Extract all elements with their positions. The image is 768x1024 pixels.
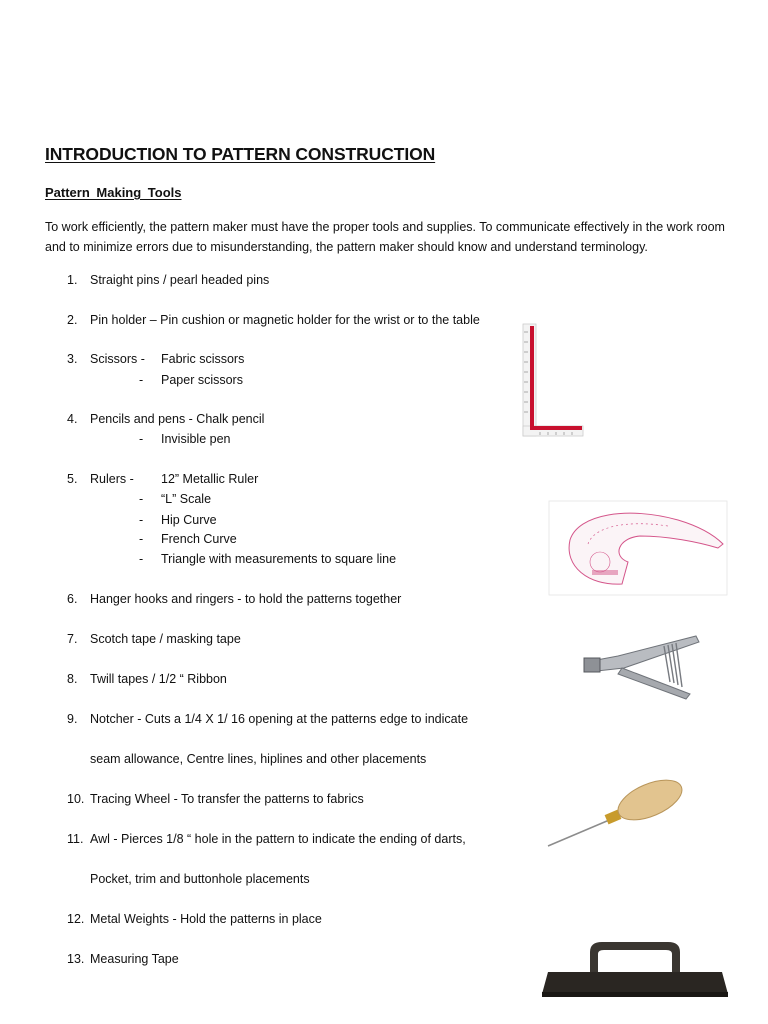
- sub-item: Hip Curve: [161, 513, 217, 527]
- l-scale-ruler-image: [520, 322, 586, 440]
- list-number: 13.: [67, 952, 85, 966]
- sub-dash: -: [139, 373, 144, 387]
- list-item-continuation: Pocket, trim and buttonhole placements: [90, 872, 310, 886]
- sub-dash: -: [139, 432, 144, 446]
- sub-item: Fabric scissors: [161, 352, 245, 366]
- list-item: Measuring Tape: [90, 952, 179, 966]
- notcher-image: [578, 628, 704, 704]
- list-number: 11.: [67, 832, 84, 846]
- list-number: 2.: [67, 313, 78, 327]
- list-item: Pencils and pens - Chalk pencil: [90, 412, 265, 426]
- sub-item: “L” Scale: [161, 492, 212, 506]
- list-number: 7.: [67, 632, 78, 646]
- list-number: 4.: [67, 412, 78, 426]
- list-number: 1.: [67, 273, 78, 287]
- list-item: Scissors -: [90, 352, 145, 366]
- sub-dash: -: [139, 492, 144, 506]
- list-item: Scotch tape / masking tape: [90, 632, 241, 646]
- section-heading: Pattern Making Tools: [45, 185, 182, 200]
- list-item: Notcher - Cuts a 1/4 X 1/ 16 opening at the patterns edge to indicate: [90, 712, 469, 726]
- sub-item: 12” Metallic Ruler: [161, 472, 259, 486]
- list-item: Pin holder – Pin cushion or magnetic holder for the wrist or to the table: [90, 313, 480, 327]
- list-number: 10.: [67, 792, 85, 806]
- metal-weight-image: [538, 936, 732, 1000]
- sub-dash: -: [139, 552, 144, 566]
- list-item-continuation: seam allowance, Centre lines, hiplines and other placements: [90, 752, 427, 766]
- french-curve-image: [548, 500, 728, 596]
- sub-item: Invisible pen: [161, 432, 231, 446]
- sub-item: Paper scissors: [161, 373, 243, 387]
- list-number: 8.: [67, 672, 78, 686]
- list-item: Rulers -: [90, 472, 134, 486]
- list-number: 5.: [67, 472, 78, 486]
- sub-dash: -: [139, 513, 144, 527]
- list-item: Straight pins / pearl headed pins: [90, 273, 270, 287]
- list-item: Twill tapes / 1/2 “ Ribbon: [90, 672, 227, 686]
- awl-image: [544, 776, 690, 852]
- list-number: 3.: [67, 352, 78, 366]
- sub-item: Triangle with measurements to square line: [161, 552, 397, 566]
- list-item: Hanger hooks and ringers - to hold the patterns together: [90, 592, 402, 606]
- sub-item: French Curve: [161, 532, 237, 546]
- intro-paragraph: To work efficiently, the pattern maker must have the proper tools and supplies. To communicate effectively in the work room and to minimize errors due to misunderstanding, the pattern maker should know and understand terminology.: [45, 220, 725, 254]
- list-item: Tracing Wheel - To transfer the patterns to fabrics: [90, 792, 364, 806]
- list-number: 9.: [67, 712, 78, 726]
- list-number: 6.: [67, 592, 78, 606]
- document-title: INTRODUCTION TO PATTERN CONSTRUCTION: [45, 144, 436, 164]
- list-number: 12.: [67, 912, 85, 926]
- sub-dash: -: [139, 532, 144, 546]
- list-item: Awl - Pierces 1/8 “ hole in the pattern to indicate the ending of darts,: [90, 832, 466, 846]
- list-item: Metal Weights - Hold the patterns in place: [90, 912, 322, 926]
